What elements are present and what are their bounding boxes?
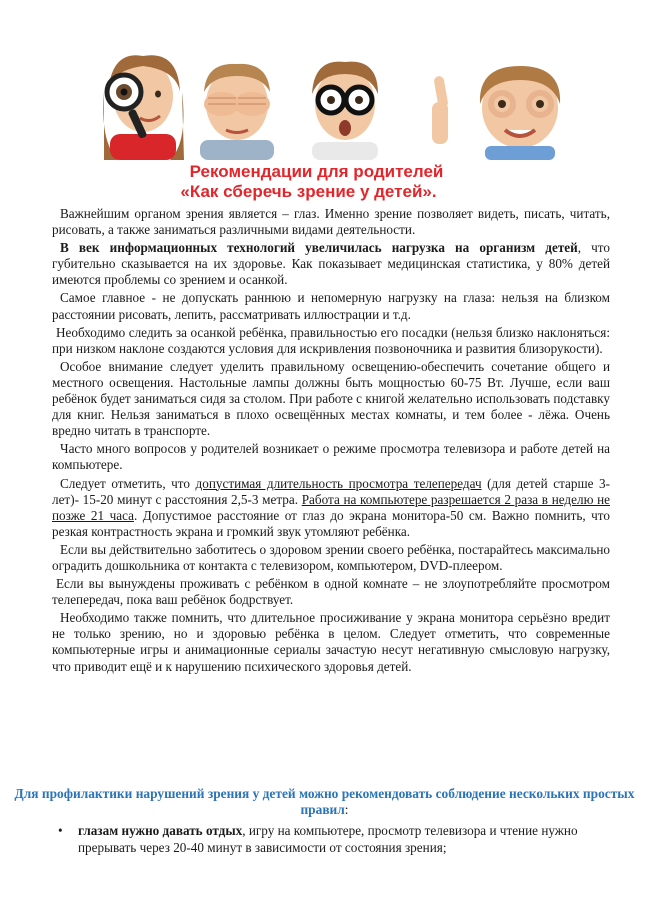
title-line-2: «Как сберечь зрение у детей». [180,182,437,201]
paragraph-8: Если вы действительно заботитесь о здоровом зрении своего ребёнка, постарайтесь максимально оградить дошкольника от контакта с телевизором, компьютером, DVD-плеером. [52,541,610,573]
paragraph-7 [52,476,610,540]
paragraph-2-rest: , что губительно сказывается на их здоровье. Как показывает медицинская статистика, у 80% детей имеются проблемы со зрением и осанкой. [52,240,610,288]
paragraph-2 [52,240,610,288]
paragraph-6: Часто много вопросов у родителей возникает о режиме просмотра телевизора и работе детей на компьютере. [52,441,610,473]
paragraph-3: Самое главное - не допускать раннюю и непомерную нагрузку на глаза: нельзя на близком расстоянии рисовать, лепить, рассматривать иллюстрации и т.д. [52,290,610,322]
paragraph-9: Если вы вынуждены проживать с ребёнком в одной комнате – не злоупотребляйте просмотром телепередач, пока ваш ребёнок бодрствует. [52,576,610,608]
rules-heading [0,786,649,818]
child-covering-eyes-icon [200,64,274,160]
child-finger-glasses-icon [432,66,560,160]
paragraph-5: Особое внимание следует уделить правильному освещению-обеспечить сочетание общего и местного освещения. Настольные лампы должны быть мощностью 60-75 Вт. Лучше, если ваш ребёнок будет заниматься сидя за столом. При работе с книгой желательно использовать подставку для книг. Нельзя заниматься в плохо освещённых местах комнаты, и тем более - лёжа. Очень вредно читать в транспорте. [52,358,610,439]
rules-heading-text: Для профилактики нарушений зрения у детей можно рекомендовать соблюдение нескольких простых правил [14,786,635,817]
header-illustration [0,52,649,160]
paragraph-7-a: Следует отметить, что [60,475,196,491]
paragraph-7-b: (для детей старше 3-лет)- 15-20 минут с расстояния 2,5-3 метра. [52,475,610,507]
paragraph-4: Необходимо следить за осанкой ребёнка, правильностью его посадки (нельзя близко наклоняться: при низком наклоне создаются условия для искривления позвоночника и развития близорукости). [52,324,610,356]
rules-heading-colon: : [344,802,349,817]
article-body [52,206,610,677]
rule-item-rest: , игру на компьютере, просмотр телевизора и чтение нужно прерывать через 20-40 минут в зависимости от состояния зрения; [78,823,578,855]
bullet-icon: • [58,823,63,838]
title-line-1: Рекомендации для родителей [189,162,444,181]
paragraph-7-underline-2: Работа на компьютере разрешается 2 раза в неделю не позже 21 часа [52,491,610,523]
rule-item [58,823,610,856]
paragraph-10: Необходимо также помнить, что длительное просиживание у экрана монитора серьёзно вредит не только зрению, но и здоровью ребёнка в целом. Следует отметить, что современные компьютерные игры и анимационные сериалы зачастую несут негативную смысловую нагрузку, что приводит ещё и к нарушению психического здоровья детей. [52,610,610,674]
rule-item-bold: глазам нужно давать отдых [78,823,243,838]
child-magnifier-icon [103,55,184,160]
child-glasses-icon [312,62,378,160]
paragraph-7-c: . Допустимое расстояние от глаз до экрана монитора-50 см. Важно помнить, что резкая контрастность экрана и громкий звук утомляют ребёнка. [52,507,610,539]
paragraph-7-underline-1: допустимая длительность просмотра телепередач [195,475,482,491]
rules-list [58,823,610,856]
paragraph-2-bold: В век информационных технологий увеличилась нагрузка на организм детей [60,240,578,256]
paragraph-1: Важнейшим органом зрения является – глаз. Именно зрение позволяет видеть, писать, читать, рисовать, а также заниматься различными видами деятельности. [52,206,610,238]
